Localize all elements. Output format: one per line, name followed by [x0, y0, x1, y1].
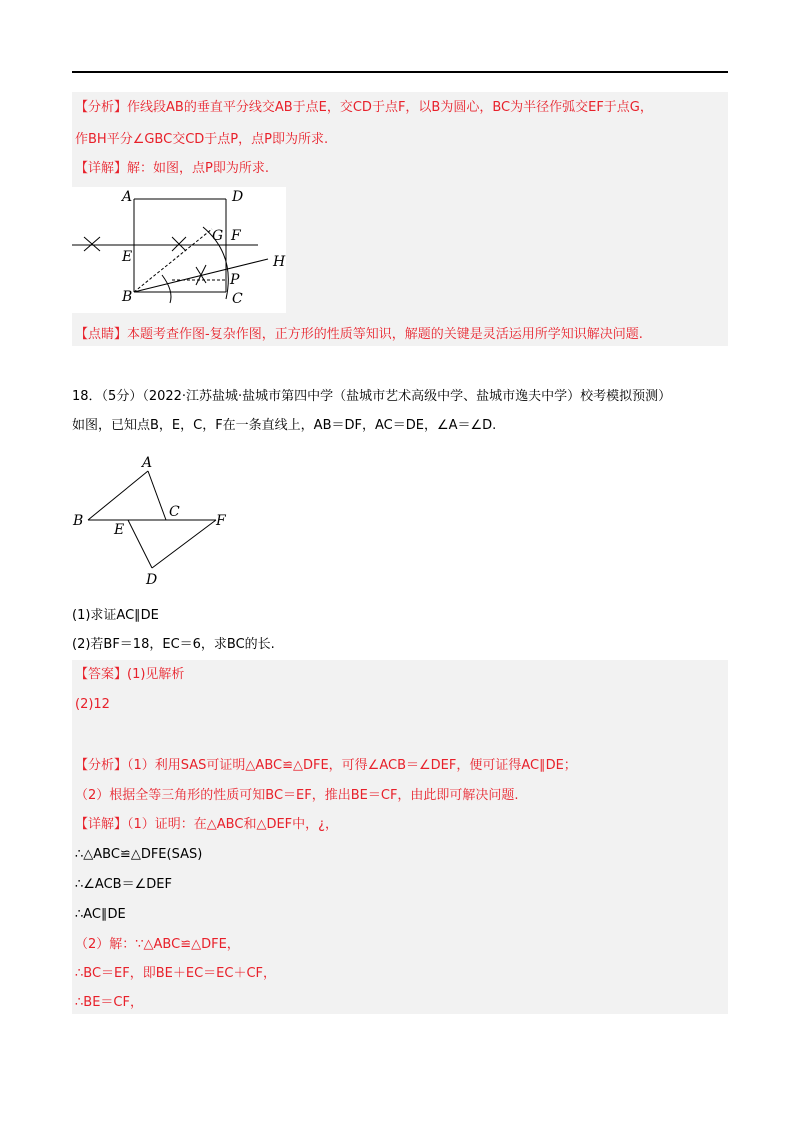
q18-sub2: (2)若BF＝18，EC＝6，求BC的长.: [72, 637, 275, 652]
q17-analysis: [75, 98, 653, 118]
analysis-line1: （1）利用SAS可证明△ABC≌△DFE，可得∠ACB＝∠DEF，便可证得AC∥DE；: [127, 758, 577, 773]
label-E: E: [114, 522, 125, 538]
answer1: (1)见解析: [127, 667, 185, 682]
label-B: B: [73, 513, 84, 529]
q18-analysis-line2: （2）根据全等三角形的性质可知BC＝EF，推出BE＝CF，由此即可解决问题.: [75, 788, 519, 803]
q18-step3: ∴AC∥DE: [75, 907, 126, 922]
label-D: D: [146, 572, 158, 588]
analysis-tag: 【分析】: [75, 100, 128, 115]
label-H: H: [273, 254, 286, 270]
segment-DE: [128, 520, 152, 568]
label-E: E: [122, 249, 133, 265]
label-D: D: [232, 189, 244, 205]
label-F: F: [231, 228, 241, 244]
q18-step4: （2）解：∵△ABC≌△DFE，: [75, 937, 240, 952]
q18-answer2: (2)12: [75, 697, 110, 712]
segment-AC: [148, 471, 166, 520]
label-F: F: [216, 513, 226, 529]
label-G: G: [212, 228, 224, 244]
header-rule: [72, 71, 728, 73]
detail-tag: 【详解】: [75, 161, 128, 176]
comment-text: 本题考查作图-复杂作图，正方形的性质等知识，解题的关键是灵活运用所学知识解决问题.: [127, 327, 643, 342]
q17-comment: [75, 325, 643, 345]
q18-stem: 如图，已知点B，E，C，F在一条直线上，AB＝DF，AC＝DE，∠A＝∠D.: [72, 418, 497, 433]
label-C: C: [169, 504, 180, 520]
q18-sub1: (1)求证AC∥DE: [72, 608, 159, 623]
detail-line1: （1）证明：在△ABC和△DEF中，¿，: [127, 817, 339, 832]
label-C: C: [232, 291, 243, 307]
label-A: A: [122, 189, 133, 205]
q18-header: 18．（5分）（2022·江苏盐城·盐城市第四中学（盐城市艺术高级中学、盐城市逸夫中学）校考模拟预测）: [72, 389, 672, 404]
comment-tag: 【点睛】: [75, 327, 128, 342]
detail-text: 解：如图，点P即为所求.: [127, 161, 269, 176]
q17-square-construction-figure: [72, 187, 286, 313]
q18-step5: ∴BC＝EF，即BE＋EC＝EC＋CF，: [75, 966, 276, 981]
segment-AB: [88, 471, 148, 520]
q18-step6: ∴BE＝CF，: [75, 995, 143, 1010]
q17-detail: [75, 159, 269, 179]
q18-detail: [75, 815, 338, 835]
label-B: B: [122, 289, 133, 305]
answer-tag: 【答案】: [75, 667, 128, 682]
analysis-tag: 【分析】: [75, 758, 128, 773]
q18-solution-block: [72, 660, 728, 1014]
figure-background: [72, 187, 286, 313]
detail-tag: 【详解】: [75, 817, 128, 832]
q18-analysis: [75, 756, 577, 776]
q18-step1: ∴△ABC≌△DFE(SAS): [75, 847, 203, 862]
segment-DF: [152, 520, 216, 568]
q17-analysis-line2: 作BH平分∠GBC交CD于点P，点P即为所求.: [75, 132, 329, 147]
analysis-text-line1: 作线段AB的垂直平分线交AB于点E，交CD于点F，以B为圆心，BC为半径作弧交EF于点G，: [127, 100, 653, 115]
q18-step2: ∴∠ACB＝∠DEF: [75, 877, 172, 892]
q18-triangles-figure: [68, 450, 238, 590]
label-A: A: [142, 455, 153, 471]
label-P: P: [230, 272, 240, 288]
q18-answer: [75, 665, 184, 685]
